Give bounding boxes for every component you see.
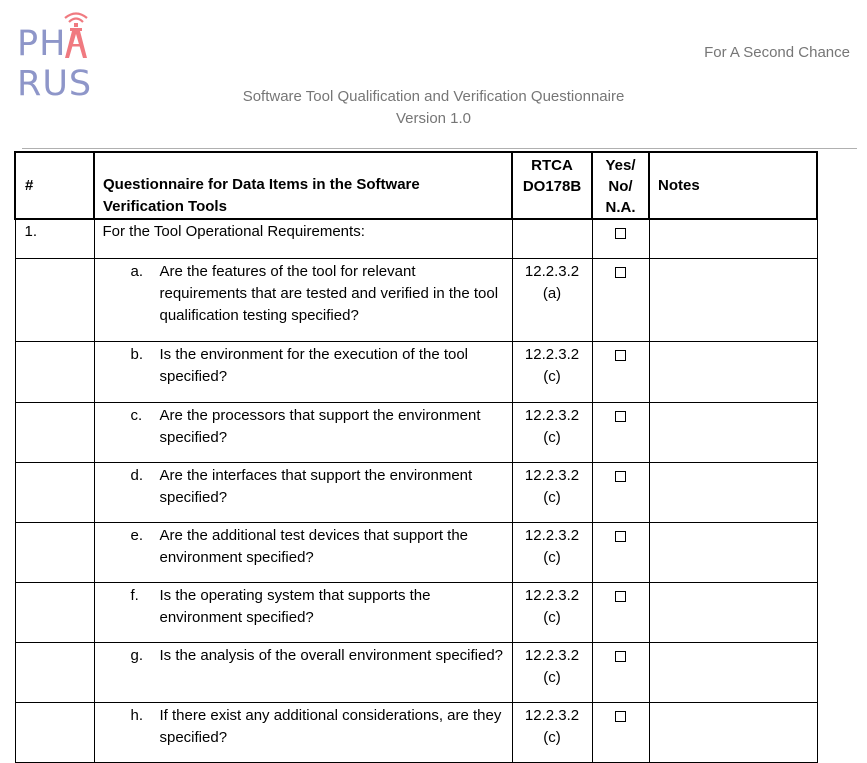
question-text: Is the environment for the execution of the tool specified?	[159, 346, 469, 385]
checkbox-cell	[592, 583, 649, 643]
question-text: Is the analysis of the overall environment specified?	[159, 647, 504, 664]
logo-text: PHRUS	[17, 24, 93, 104]
checkbox[interactable]	[615, 267, 626, 278]
ref-cell	[512, 523, 592, 583]
item-letter: h.	[130, 707, 144, 724]
ref-section: 12.2.3.2	[524, 707, 580, 724]
ref-section: 12.2.3.2	[524, 263, 580, 280]
notes-cell[interactable]	[649, 463, 817, 523]
checkbox[interactable]	[615, 531, 626, 542]
num-cell	[15, 523, 94, 583]
tagline: For A Second Chance	[704, 44, 850, 61]
num-cell	[15, 463, 94, 523]
table-row	[15, 403, 817, 463]
question-cell	[94, 523, 512, 583]
yn-header-line2: No/	[608, 178, 633, 195]
table-row	[15, 463, 817, 523]
section-row	[15, 219, 817, 259]
ref-section: 12.2.3.2	[524, 527, 580, 544]
ref-cell	[512, 583, 592, 643]
ref-section: 12.2.3.2	[524, 467, 580, 484]
title-text: Software Tool Qualification and Verification Questionnaire	[242, 88, 625, 105]
ref-clause: (c)	[543, 729, 561, 746]
ref-clause: (a)	[542, 285, 562, 302]
yn-header-line3: N.A.	[605, 199, 636, 216]
item-letter: f.	[130, 587, 139, 604]
table-row	[15, 523, 817, 583]
num-cell	[15, 403, 94, 463]
version-text: Version 1.0	[395, 110, 472, 127]
col-header-question: Questionnaire for Data Items in the Software Verification Tools	[94, 152, 512, 219]
table-row	[15, 583, 817, 643]
item-letter: g.	[130, 647, 144, 664]
item-letter: c.	[130, 407, 143, 424]
notes-cell[interactable]	[649, 583, 817, 643]
header-divider	[22, 148, 857, 149]
ref-cell	[512, 463, 592, 523]
question-cell	[94, 259, 512, 342]
question-text: Are the features of the tool for relevant requirements that are tested and verified in the tool qualification testing specified?	[159, 263, 499, 324]
ref-section: 12.2.3.2	[524, 407, 580, 424]
pharus-logo	[17, 10, 167, 104]
num-cell	[15, 259, 94, 342]
checkbox[interactable]	[615, 350, 626, 361]
ref-clause: (c)	[543, 429, 561, 446]
ref-clause: (c)	[543, 368, 561, 385]
ref-clause: (c)	[543, 609, 561, 626]
section-title: For the Tool Operational Requirements:	[94, 219, 512, 259]
num-cell	[15, 342, 94, 403]
table-row	[15, 259, 817, 342]
checkbox[interactable]	[615, 471, 626, 482]
item-letter: b.	[130, 346, 144, 363]
col-header-ref	[512, 152, 592, 219]
ref-section: 12.2.3.2	[524, 587, 580, 604]
notes-cell[interactable]	[649, 643, 817, 703]
notes-cell[interactable]	[649, 219, 817, 259]
col-header-num: #	[15, 152, 94, 219]
question-text: If there exist any additional considerations, are they specified?	[159, 707, 502, 746]
ref-section: 12.2.3.2	[524, 346, 580, 363]
ref-cell	[512, 403, 592, 463]
question-text: Are the interfaces that support the environment specified?	[159, 467, 473, 506]
ref-clause: (c)	[543, 489, 561, 506]
question-text: Is the operating system that supports the environment specified?	[159, 587, 431, 626]
checkbox-cell	[592, 643, 649, 703]
checkbox-cell	[592, 523, 649, 583]
section-number: 1.	[15, 219, 94, 259]
yn-header-line1: Yes/	[605, 157, 636, 174]
item-letter: a.	[130, 263, 144, 280]
notes-cell[interactable]	[649, 403, 817, 463]
question-cell	[94, 403, 512, 463]
checkbox[interactable]	[615, 711, 626, 722]
col-header-yes-no	[592, 152, 649, 219]
checkbox[interactable]	[615, 411, 626, 422]
notes-cell[interactable]	[649, 259, 817, 342]
checkbox[interactable]	[615, 591, 626, 602]
question-cell	[94, 342, 512, 403]
question-cell	[94, 643, 512, 703]
ref-clause: (c)	[543, 669, 561, 686]
checkbox-cell	[592, 259, 649, 342]
checkbox-cell	[592, 403, 649, 463]
table-header-row	[15, 152, 817, 219]
question-cell	[94, 583, 512, 643]
item-letter: d.	[130, 467, 144, 484]
section-ref	[512, 219, 592, 259]
question-cell	[94, 463, 512, 523]
notes-cell[interactable]	[649, 342, 817, 403]
ref-cell	[512, 259, 592, 342]
item-letter: e.	[130, 527, 144, 544]
checkbox-cell	[592, 342, 649, 403]
notes-cell[interactable]	[649, 523, 817, 583]
section-checkbox-cell	[592, 219, 649, 259]
table-row	[15, 643, 817, 703]
ref-section: 12.2.3.2	[524, 647, 580, 664]
question-text: Are the additional test devices that support the environment specified?	[159, 527, 469, 566]
questionnaire-table	[14, 151, 818, 763]
num-cell	[15, 583, 94, 643]
ref-cell	[512, 643, 592, 703]
ref-cell	[512, 342, 592, 403]
ref-header-line2: DO178B	[522, 178, 582, 195]
col-header-notes: Notes	[649, 152, 817, 219]
ref-clause: (c)	[543, 549, 561, 566]
table-row	[15, 342, 817, 403]
ref-header-line1: RTCA	[531, 157, 573, 174]
document-title	[0, 86, 867, 130]
checkbox[interactable]	[615, 228, 626, 239]
checkbox[interactable]	[615, 651, 626, 662]
num-cell	[15, 643, 94, 703]
checkbox-cell	[592, 463, 649, 523]
question-text: Are the processors that support the environment specified?	[159, 407, 481, 446]
